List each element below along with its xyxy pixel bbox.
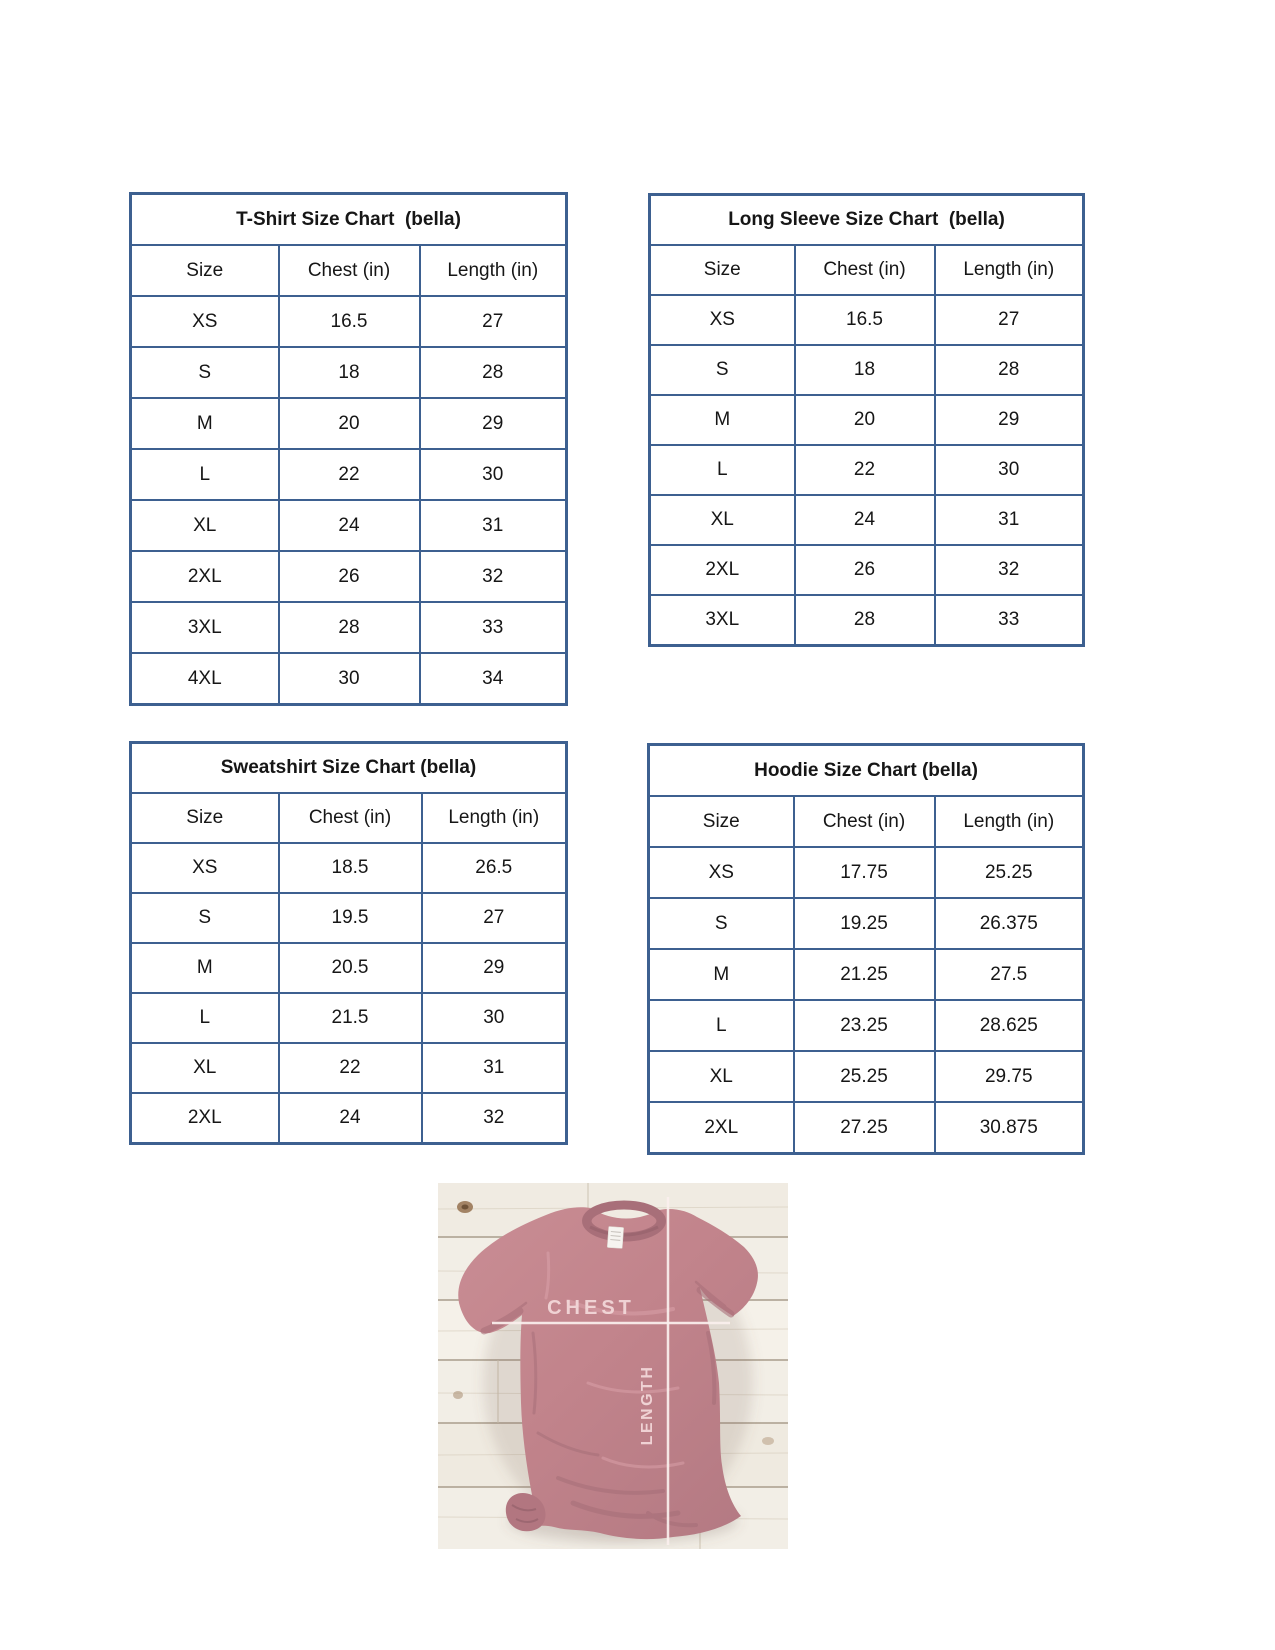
table-row (131, 296, 567, 347)
size-cell: L (131, 993, 279, 1043)
size-cell: M (649, 949, 794, 1000)
table-row (650, 495, 1084, 545)
length-cell: 26.375 (935, 898, 1084, 949)
chest-label: CHEST (547, 1297, 635, 1319)
size-cell: XL (649, 1051, 794, 1102)
length-cell: 25.25 (935, 847, 1084, 898)
table-title-row (131, 743, 567, 794)
chest-cell: 24 (795, 495, 935, 545)
chest-cell: 26 (795, 545, 935, 595)
size-cell: 2XL (131, 1093, 279, 1144)
chest-cell: 21.5 (279, 993, 422, 1043)
length-cell: 29 (935, 395, 1084, 445)
shirt-measurement-photo (438, 1183, 788, 1549)
column-header-size: Size (131, 793, 279, 843)
length-cell: 28.625 (935, 1000, 1084, 1051)
size-cell: XL (650, 495, 795, 545)
table-row (650, 595, 1084, 646)
size-cell: 2XL (649, 1102, 794, 1154)
table-row (131, 1093, 567, 1144)
table-row (649, 1051, 1084, 1102)
length-cell: 31 (935, 495, 1084, 545)
length-cell: 27 (420, 296, 567, 347)
chest-cell: 18.5 (279, 843, 422, 893)
table-row (131, 500, 567, 551)
length-cell: 29.75 (935, 1051, 1084, 1102)
length-cell: 30 (935, 445, 1084, 495)
column-header-size: Size (131, 245, 279, 296)
table-row (131, 449, 567, 500)
size-cell: M (650, 395, 795, 445)
chest-cell: 19.5 (279, 893, 422, 943)
table-row (650, 445, 1084, 495)
chest-cell: 22 (795, 445, 935, 495)
table-row (649, 1000, 1084, 1051)
column-header-chest: Chest (in) (795, 245, 935, 295)
chest-cell: 20 (795, 395, 935, 445)
size-cell: 3XL (131, 602, 279, 653)
column-header-chest: Chest (in) (279, 245, 420, 296)
length-cell: 32 (420, 551, 567, 602)
column-header-size: Size (649, 796, 794, 847)
size-cell: 2XL (650, 545, 795, 595)
table-row (131, 893, 567, 943)
table-title-row (131, 194, 567, 246)
table-title: T-Shirt Size Chart (bella) (131, 194, 567, 246)
table-header-row (650, 245, 1084, 295)
column-header-size: Size (650, 245, 795, 295)
chest-cell: 28 (795, 595, 935, 646)
size-cell: XS (649, 847, 794, 898)
chest-cell: 28 (279, 602, 420, 653)
table-header-row (649, 796, 1084, 847)
table-row (650, 345, 1084, 395)
table-header-row (131, 245, 567, 296)
chest-cell: 21.25 (794, 949, 935, 1000)
size-cell: XL (131, 500, 279, 551)
neck-label (607, 1226, 623, 1248)
chest-cell: 24 (279, 500, 420, 551)
chest-cell: 20 (279, 398, 420, 449)
table-row (131, 843, 567, 893)
hoodie-size-table (647, 743, 1085, 1155)
length-cell: 28 (420, 347, 567, 398)
table-title: Hoodie Size Chart (bella) (649, 745, 1084, 797)
size-cell: S (650, 345, 795, 395)
length-cell: 30.875 (935, 1102, 1084, 1154)
chest-cell: 18 (279, 347, 420, 398)
table-row (131, 602, 567, 653)
length-cell: 30 (420, 449, 567, 500)
table-title-row (649, 745, 1084, 797)
table-header-row (131, 793, 567, 843)
size-cell: L (131, 449, 279, 500)
table-row (649, 847, 1084, 898)
column-header-length: Length (in) (935, 796, 1084, 847)
longsleeve-size-table (648, 193, 1085, 647)
chest-cell: 24 (279, 1093, 422, 1144)
length-cell: 32 (422, 1093, 567, 1144)
table-row (131, 653, 567, 705)
chest-cell: 22 (279, 1043, 422, 1093)
length-cell: 33 (935, 595, 1084, 646)
table-row (650, 395, 1084, 445)
size-cell: S (131, 893, 279, 943)
length-label: LENGTH (639, 1364, 656, 1446)
table-row (131, 347, 567, 398)
tshirt-size-table (129, 192, 568, 706)
column-header-length: Length (in) (935, 245, 1084, 295)
chest-cell: 18 (795, 345, 935, 395)
length-cell: 29 (422, 943, 567, 993)
size-cell: L (650, 445, 795, 495)
chest-cell: 27.25 (794, 1102, 935, 1154)
length-cell: 29 (420, 398, 567, 449)
chest-cell: 16.5 (795, 295, 935, 345)
column-header-chest: Chest (in) (279, 793, 422, 843)
length-cell: 33 (420, 602, 567, 653)
size-cell: S (131, 347, 279, 398)
length-cell: 27 (422, 893, 567, 943)
table-title-row (650, 195, 1084, 246)
chest-cell: 30 (279, 653, 420, 705)
length-cell: 31 (422, 1043, 567, 1093)
size-cell: 3XL (650, 595, 795, 646)
table-row (649, 949, 1084, 1000)
size-cell: 4XL (131, 653, 279, 705)
length-cell: 26.5 (422, 843, 567, 893)
chest-cell: 17.75 (794, 847, 935, 898)
chest-cell: 25.25 (794, 1051, 935, 1102)
chest-cell: 19.25 (794, 898, 935, 949)
table-title: Sweatshirt Size Chart (bella) (131, 743, 567, 794)
length-cell: 34 (420, 653, 567, 705)
length-cell: 28 (935, 345, 1084, 395)
chest-cell: 26 (279, 551, 420, 602)
length-cell: 30 (422, 993, 567, 1043)
table-row (131, 943, 567, 993)
table-row (131, 1043, 567, 1093)
size-cell: XS (650, 295, 795, 345)
size-cell: 2XL (131, 551, 279, 602)
length-cell: 31 (420, 500, 567, 551)
chest-cell: 23.25 (794, 1000, 935, 1051)
length-cell: 32 (935, 545, 1084, 595)
sweatshirt-size-table (129, 741, 568, 1145)
column-header-length: Length (in) (422, 793, 567, 843)
column-header-chest: Chest (in) (794, 796, 935, 847)
size-cell: XS (131, 296, 279, 347)
table-row (131, 993, 567, 1043)
length-cell: 27.5 (935, 949, 1084, 1000)
table-row (649, 898, 1084, 949)
size-cell: XS (131, 843, 279, 893)
table-title: Long Sleeve Size Chart (bella) (650, 195, 1084, 246)
table-row (650, 545, 1084, 595)
size-cell: M (131, 943, 279, 993)
chest-cell: 16.5 (279, 296, 420, 347)
length-cell: 27 (935, 295, 1084, 345)
size-cell: M (131, 398, 279, 449)
table-row (131, 398, 567, 449)
column-header-length: Length (in) (420, 245, 567, 296)
chest-cell: 20.5 (279, 943, 422, 993)
chest-cell: 22 (279, 449, 420, 500)
size-cell: S (649, 898, 794, 949)
table-row (649, 1102, 1084, 1154)
table-row (650, 295, 1084, 345)
table-row (131, 551, 567, 602)
size-cell: L (649, 1000, 794, 1051)
size-cell: XL (131, 1043, 279, 1093)
